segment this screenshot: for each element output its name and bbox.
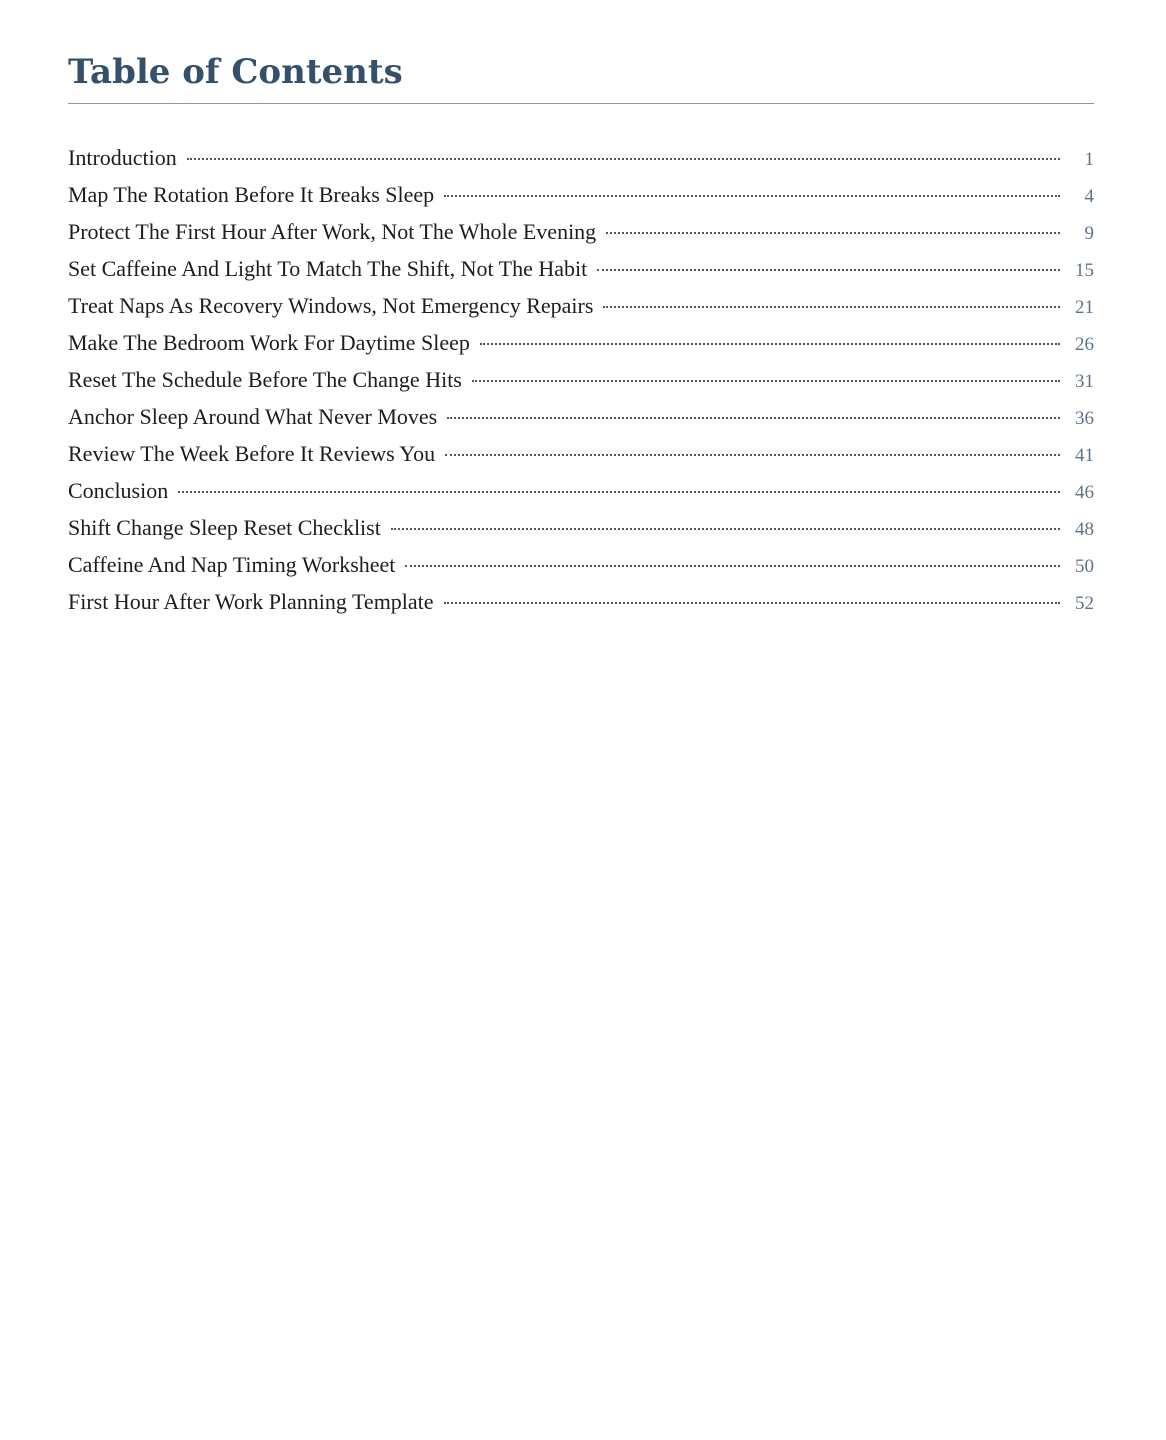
toc-entry[interactable]: [68, 472, 1094, 509]
toc-entry-label: Anchor Sleep Around What Never Moves: [68, 404, 438, 429]
dot-leader: [444, 195, 1060, 197]
toc-entry-page-number: 46: [1075, 482, 1094, 503]
toc-entry[interactable]: [68, 398, 1094, 435]
dot-leader: [606, 232, 1060, 234]
toc-entry[interactable]: [68, 324, 1094, 361]
toc-entry[interactable]: [68, 583, 1094, 620]
toc-entry[interactable]: [68, 250, 1094, 287]
toc-entry-label: First Hour After Work Planning Template: [68, 589, 434, 614]
toc-page: [68, 0, 1094, 620]
toc-entry-page-number: 4: [1084, 186, 1094, 207]
toc-entry[interactable]: [68, 139, 1094, 176]
toc-entry[interactable]: [68, 546, 1094, 583]
toc-entry[interactable]: [68, 213, 1094, 250]
toc-entry-page-number: 31: [1075, 371, 1094, 392]
dot-leader: [480, 343, 1060, 345]
toc-entry-page-number: 15: [1075, 260, 1094, 281]
toc-entry-label: Set Caffeine And Light To Match The Shift, Not The Habit: [68, 256, 588, 281]
dot-leader: [187, 158, 1060, 160]
toc-entry[interactable]: [68, 435, 1094, 472]
toc-entry-label: Map The Rotation Before It Breaks Sleep: [68, 182, 435, 207]
dot-leader: [444, 602, 1060, 604]
toc-entry-page-number: 26: [1075, 334, 1094, 355]
toc-entry[interactable]: [68, 176, 1094, 213]
toc-entry-page-number: 9: [1084, 223, 1094, 244]
toc-entry-page-number: 36: [1075, 408, 1094, 429]
dot-leader: [472, 380, 1060, 382]
toc-entry[interactable]: [68, 361, 1094, 398]
toc-entry-label: Make The Bedroom Work For Daytime Sleep: [68, 330, 470, 355]
toc-entry-label: Review The Week Before It Reviews You: [68, 441, 436, 466]
dot-leader: [597, 269, 1060, 271]
toc-entry-label: Reset The Schedule Before The Change Hits: [68, 367, 462, 392]
toc-entry[interactable]: [68, 287, 1094, 324]
toc-entry-page-number: 41: [1075, 445, 1094, 466]
toc-entry-label: Introduction: [68, 145, 177, 170]
dot-leader: [447, 417, 1060, 419]
toc-entry-page-number: 21: [1075, 297, 1094, 318]
toc-entry-label: Treat Naps As Recovery Windows, Not Emergency Repairs: [68, 293, 594, 318]
toc-list: [68, 139, 1094, 620]
toc-entry-label: Caffeine And Nap Timing Worksheet: [68, 552, 396, 577]
toc-entry[interactable]: [68, 509, 1094, 546]
toc-entry-page-number: 48: [1075, 519, 1094, 540]
title-divider: [68, 103, 1094, 104]
toc-entry-label: Protect The First Hour After Work, Not The Whole Evening: [68, 219, 597, 244]
page-title: Table of Contents: [68, 52, 403, 92]
toc-entry-page-number: 50: [1075, 556, 1094, 577]
toc-entry-label: Conclusion: [68, 478, 169, 503]
toc-entry-page-number: 1: [1084, 149, 1094, 170]
dot-leader: [178, 491, 1060, 493]
toc-entry-label: Shift Change Sleep Reset Checklist: [68, 515, 381, 540]
dot-leader: [603, 306, 1060, 308]
dot-leader: [405, 565, 1060, 567]
dot-leader: [391, 528, 1060, 530]
dot-leader: [445, 454, 1060, 456]
toc-entry-page-number: 52: [1075, 593, 1094, 614]
